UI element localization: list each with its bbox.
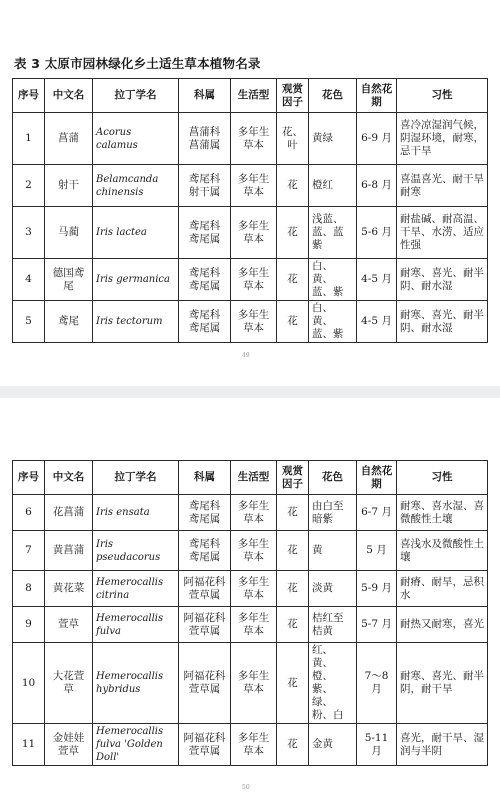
table-row xyxy=(13,165,488,207)
ornamental-factor-cell: 花 xyxy=(277,531,309,571)
column-header: 花色 xyxy=(309,79,357,113)
header-row xyxy=(13,461,488,495)
latin-name-cell: Hemerocallis hybridus xyxy=(93,643,179,724)
family-genus-cell: 阿福花科 萱草属 xyxy=(179,607,231,643)
document-page-2 xyxy=(0,398,500,796)
bloom-period-cell: 5 月 xyxy=(357,531,397,571)
table-row xyxy=(13,531,488,571)
life-form-cell: 多年生 草本 xyxy=(231,301,277,343)
bloom-period-cell: 6-7 月 xyxy=(357,495,397,531)
chinese-name-cell: 鸢尾 xyxy=(45,301,93,343)
habit-cell: 喜浅水及微酸性土壤 xyxy=(397,531,488,571)
bloom-period-cell: 5-6 月 xyxy=(357,207,397,259)
family-genus-cell: 鸢尾科 鸢尾属 xyxy=(179,531,231,571)
family-genus-cell: 菖蒲科 菖蒲属 xyxy=(179,113,231,165)
page-number: 49 xyxy=(242,352,250,359)
page-number: 50 xyxy=(242,784,250,791)
column-header: 科属 xyxy=(179,79,231,113)
chinese-name-cell: 马蔺 xyxy=(45,207,93,259)
habit-cell: 喜温喜光、耐干旱耐寒 xyxy=(397,165,488,207)
chinese-name-cell: 金娃娃萱草 xyxy=(45,724,93,766)
habit-cell: 耐盐碱、耐高温、干旱、水涝、适应性强 xyxy=(397,207,488,259)
ornamental-factor-cell: 花 xyxy=(277,165,309,207)
column-header: 习性 xyxy=(397,461,488,495)
table-row xyxy=(13,301,488,343)
row-number-cell: 9 xyxy=(13,607,45,643)
ornamental-factor-cell: 花 xyxy=(277,207,309,259)
life-form-cell: 多年生 草本 xyxy=(231,724,277,766)
table-row xyxy=(13,607,488,643)
family-genus-cell: 阿福花科 萱草属 xyxy=(179,571,231,607)
latin-name-cell: Hemerocallis fulva xyxy=(93,607,179,643)
chinese-name-cell: 萱草 xyxy=(45,607,93,643)
column-header: 中文名 xyxy=(45,461,93,495)
life-form-cell: 多年生 草本 xyxy=(231,207,277,259)
habit-cell: 喜冷凉湿润气候，阴湿环境，耐寒，忌干旱 xyxy=(397,113,488,165)
flower-color-cell: 红、黄、橙、紫、绿、粉、白 xyxy=(309,643,357,724)
latin-name-cell: Iris ensata xyxy=(93,495,179,531)
column-header: 自然花期 xyxy=(357,79,397,113)
column-header: 序号 xyxy=(13,79,45,113)
table-row xyxy=(13,724,488,766)
column-header: 自然花期 xyxy=(357,461,397,495)
chinese-name-cell: 黄花菜 xyxy=(45,571,93,607)
ornamental-factor-cell: 花 xyxy=(277,301,309,343)
ornamental-factor-cell: 花 xyxy=(277,495,309,531)
column-header: 花色 xyxy=(309,461,357,495)
bloom-period-cell: 5-9 月 xyxy=(357,571,397,607)
life-form-cell: 多年生 草本 xyxy=(231,607,277,643)
chinese-name-cell: 黄菖蒲 xyxy=(45,531,93,571)
table-row xyxy=(13,113,488,165)
habit-cell: 耐寒、喜水湿、喜微酸性土壤 xyxy=(397,495,488,531)
family-genus-cell: 鸢尾科 射干属 xyxy=(179,165,231,207)
life-form-cell: 多年生 草本 xyxy=(231,571,277,607)
column-header: 拉丁学名 xyxy=(93,461,179,495)
chinese-name-cell: 大花萱草 xyxy=(45,643,93,724)
family-genus-cell: 鸢尾科 鸢尾属 xyxy=(179,495,231,531)
chinese-name-cell: 德国鸢尾 xyxy=(45,259,93,301)
row-number-cell: 11 xyxy=(13,724,45,766)
chinese-name-cell: 菖蒲 xyxy=(45,113,93,165)
flower-color-cell: 黄 xyxy=(309,531,357,571)
column-header: 习性 xyxy=(397,79,488,113)
latin-name-cell: Iris pseudacorus xyxy=(93,531,179,571)
latin-name-cell: Iris lactea xyxy=(93,207,179,259)
row-number-cell: 10 xyxy=(13,643,45,724)
flower-color-cell: 白、黄、蓝、紫 xyxy=(309,259,357,301)
flower-color-cell: 白、黄、蓝、紫 xyxy=(309,301,357,343)
column-header: 生活型 xyxy=(231,79,277,113)
column-header: 观赏因子 xyxy=(277,461,309,495)
bloom-period-cell: 5-7 月 xyxy=(357,607,397,643)
table-row xyxy=(13,643,488,724)
row-number-cell: 7 xyxy=(13,531,45,571)
row-number-cell: 2 xyxy=(13,165,45,207)
row-number-cell: 5 xyxy=(13,301,45,343)
chinese-name-cell: 花菖蒲 xyxy=(45,495,93,531)
family-genus-cell: 鸢尾科 鸢尾属 xyxy=(179,301,231,343)
latin-name-cell: Iris germanica xyxy=(93,259,179,301)
life-form-cell: 多年生 草本 xyxy=(231,113,277,165)
bloom-period-cell: 7～8 月 xyxy=(357,643,397,724)
ornamental-factor-cell: 花 xyxy=(277,724,309,766)
flower-color-cell: 黄绿 xyxy=(309,113,357,165)
row-number-cell: 1 xyxy=(13,113,45,165)
ornamental-factor-cell: 花 xyxy=(277,607,309,643)
table-row xyxy=(13,207,488,259)
ornamental-factor-cell: 花 xyxy=(277,643,309,724)
plant-table-page-2 xyxy=(12,460,488,766)
life-form-cell: 多年生 草本 xyxy=(231,531,277,571)
header-row xyxy=(13,79,488,113)
row-number-cell: 8 xyxy=(13,571,45,607)
family-genus-cell: 鸢尾科 鸢尾属 xyxy=(179,259,231,301)
column-header: 观赏因子 xyxy=(277,79,309,113)
life-form-cell: 多年生 草本 xyxy=(231,495,277,531)
flower-color-cell: 淡黄 xyxy=(309,571,357,607)
flower-color-cell: 浅蓝、蓝、蓝紫 xyxy=(309,207,357,259)
plant-table-page-1 xyxy=(12,78,488,343)
table-row xyxy=(13,259,488,301)
flower-color-cell: 由白至暗紫 xyxy=(309,495,357,531)
column-header: 序号 xyxy=(13,461,45,495)
habit-cell: 喜光，耐干旱、湿润与半阴 xyxy=(397,724,488,766)
ornamental-factor-cell: 花 xyxy=(277,259,309,301)
table-title: 表 3 太原市园林绿化乡土适生草本植物名录 xyxy=(14,56,261,71)
habit-cell: 耐瘠、耐旱，忌积水 xyxy=(397,571,488,607)
habit-cell: 耐寒、喜光、耐半阴，耐干旱 xyxy=(397,643,488,724)
family-genus-cell: 阿福花科 萱草属 xyxy=(179,643,231,724)
table-row xyxy=(13,571,488,607)
ornamental-factor-cell: 花、叶 xyxy=(277,113,309,165)
bloom-period-cell: 4-5 月 xyxy=(357,259,397,301)
bloom-period-cell: 4-5 月 xyxy=(357,301,397,343)
document-page-1 xyxy=(0,0,500,386)
life-form-cell: 多年生 草本 xyxy=(231,259,277,301)
bloom-period-cell: 5-11 月 xyxy=(357,724,397,766)
habit-cell: 耐寒、喜光、耐半阴、耐水湿 xyxy=(397,301,488,343)
column-header: 中文名 xyxy=(45,79,93,113)
latin-name-cell: Hemerocallis citrina xyxy=(93,571,179,607)
flower-color-cell: 桔红至桔黄 xyxy=(309,607,357,643)
habit-cell: 耐热又耐寒，喜光 xyxy=(397,607,488,643)
family-genus-cell: 鸢尾科 鸢尾属 xyxy=(179,207,231,259)
flower-color-cell: 金黄 xyxy=(309,724,357,766)
family-genus-cell: 阿福花科 萱草属 xyxy=(179,724,231,766)
table-row xyxy=(13,495,488,531)
ornamental-factor-cell: 花 xyxy=(277,571,309,607)
latin-name-cell: Acorus calamus xyxy=(93,113,179,165)
row-number-cell: 6 xyxy=(13,495,45,531)
bloom-period-cell: 6-8 月 xyxy=(357,165,397,207)
life-form-cell: 多年生 草本 xyxy=(231,165,277,207)
habit-cell: 耐寒、喜光、耐半阴、耐水湿 xyxy=(397,259,488,301)
column-header: 拉丁学名 xyxy=(93,79,179,113)
life-form-cell: 多年生 草本 xyxy=(231,643,277,724)
latin-name-cell: Belamcanda chinensis xyxy=(93,165,179,207)
latin-name-cell: Hemerocallis fulva 'Golden Doll' xyxy=(93,724,179,766)
latin-name-cell: Iris tectorum xyxy=(93,301,179,343)
row-number-cell: 4 xyxy=(13,259,45,301)
chinese-name-cell: 射干 xyxy=(45,165,93,207)
row-number-cell: 3 xyxy=(13,207,45,259)
column-header: 生活型 xyxy=(231,461,277,495)
column-header: 科属 xyxy=(179,461,231,495)
bloom-period-cell: 6-9 月 xyxy=(357,113,397,165)
flower-color-cell: 橙红 xyxy=(309,165,357,207)
